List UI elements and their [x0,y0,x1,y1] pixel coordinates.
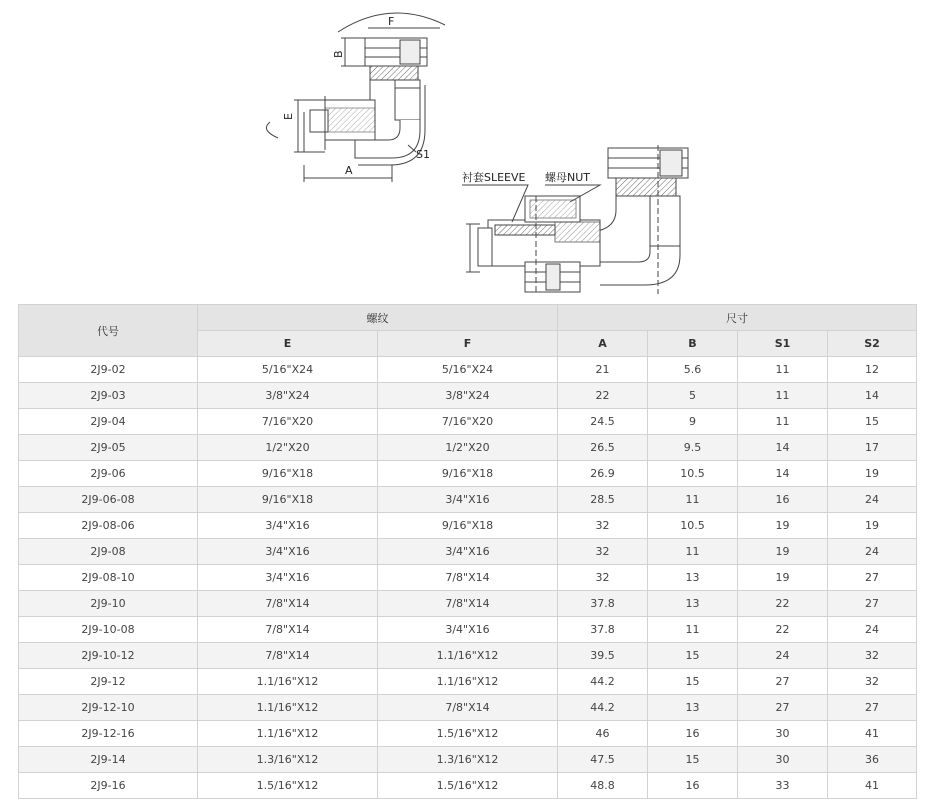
dim-s2-cell: 24 [828,617,917,643]
dim-s2-cell: 41 [828,773,917,799]
dim-s2-cell: 27 [828,695,917,721]
thread-e-cell: 1.5/16"X12 [198,773,378,799]
dim-a-cell: 32 [558,513,648,539]
thread-e-cell: 5/16"X24 [198,357,378,383]
code-cell: 2J9-05 [19,435,198,461]
table-row [19,383,917,409]
thread-f-cell: 1.5/16"X12 [378,721,558,747]
thread-e-cell: 9/16"X18 [198,487,378,513]
thread-e-cell: 1/2"X20 [198,435,378,461]
dim-label-f: F [388,15,395,28]
dim-a-cell: 48.8 [558,773,648,799]
dim-s1-cell: 22 [738,591,828,617]
code-cell: 2J9-12 [19,669,198,695]
thread-f-cell: 7/8"X14 [378,591,558,617]
dim-a-cell: 39.5 [558,643,648,669]
table-row [19,721,917,747]
dim-b-cell: 16 [648,773,738,799]
thread-f-cell: 3/4"X16 [378,539,558,565]
dim-s1-cell: 24 [738,643,828,669]
dim-label-a: A [345,164,353,177]
dim-s2-cell: 12 [828,357,917,383]
table-row [19,565,917,591]
dim-b-cell: 9 [648,409,738,435]
dim-a-cell: 44.2 [558,695,648,721]
table-row [19,643,917,669]
dim-a-cell: 26.9 [558,461,648,487]
dim-label-b: B [332,50,345,58]
thread-e-cell: 9/16"X18 [198,461,378,487]
thread-f-cell: 7/16"X20 [378,409,558,435]
thread-e-cell: 3/4"X16 [198,565,378,591]
dim-s2-cell: 27 [828,591,917,617]
thread-f-cell: 1.1/16"X12 [378,643,558,669]
header-thread-group: 螺纹 [198,305,558,331]
table-row [19,357,917,383]
dim-b-cell: 15 [648,643,738,669]
code-cell: 2J9-04 [19,409,198,435]
dim-s1-cell: 11 [738,357,828,383]
dim-s2-cell: 41 [828,721,917,747]
dim-s1-cell: 11 [738,409,828,435]
code-cell: 2J9-08 [19,539,198,565]
code-cell: 2J9-03 [19,383,198,409]
dim-label-e: E [282,113,295,120]
dim-s1-cell: 19 [738,513,828,539]
dim-a-cell: 44.2 [558,669,648,695]
thread-f-cell: 1.5/16"X12 [378,773,558,799]
dim-b-cell: 9.5 [648,435,738,461]
dim-s1-cell: 22 [738,617,828,643]
dim-s2-cell: 36 [828,747,917,773]
dim-s1-cell: 16 [738,487,828,513]
code-cell: 2J9-10 [19,591,198,617]
dim-b-cell: 11 [648,487,738,513]
dim-b-cell: 13 [648,565,738,591]
dim-b-cell: 10.5 [648,513,738,539]
table-row [19,773,917,799]
thread-e-cell: 1.1/16"X12 [198,669,378,695]
table-row [19,747,917,773]
thread-e-cell: 7/8"X14 [198,643,378,669]
dim-s1-cell: 19 [738,565,828,591]
dim-s1-cell: 27 [738,669,828,695]
header-a: A [558,331,648,357]
code-cell: 2J9-02 [19,357,198,383]
thread-e-cell: 7/8"X14 [198,617,378,643]
thread-f-cell: 1.1/16"X12 [378,669,558,695]
dim-a-cell: 28.5 [558,487,648,513]
table-row [19,695,917,721]
code-cell: 2J9-10-12 [19,643,198,669]
table-row [19,669,917,695]
code-cell: 2J9-08-06 [19,513,198,539]
dim-b-cell: 15 [648,669,738,695]
dim-s1-cell: 19 [738,539,828,565]
dim-s1-cell: 11 [738,383,828,409]
dim-s2-cell: 14 [828,383,917,409]
table-row [19,591,917,617]
table-row [19,461,917,487]
dim-b-cell: 15 [648,747,738,773]
dim-s1-cell: 14 [738,435,828,461]
code-cell: 2J9-14 [19,747,198,773]
code-cell: 2J9-10-08 [19,617,198,643]
code-cell: 2J9-08-10 [19,565,198,591]
dim-b-cell: 5 [648,383,738,409]
dim-s1-cell: 33 [738,773,828,799]
specification-table [18,304,917,799]
dim-b-cell: 13 [648,695,738,721]
dim-b-cell: 10.5 [648,461,738,487]
thread-e-cell: 7/8"X14 [198,591,378,617]
dim-s2-cell: 19 [828,461,917,487]
thread-e-cell: 1.3/16"X12 [198,747,378,773]
dim-b-cell: 11 [648,617,738,643]
elbow-assembly-view [462,145,688,294]
table-row [19,513,917,539]
dim-s1-cell: 14 [738,461,828,487]
thread-f-cell: 3/4"X16 [378,487,558,513]
dim-a-cell: 26.5 [558,435,648,461]
thread-e-cell: 3/4"X16 [198,539,378,565]
dim-a-cell: 32 [558,539,648,565]
dim-a-cell: 22 [558,383,648,409]
thread-e-cell: 1.1/16"X12 [198,695,378,721]
dim-a-cell: 24.5 [558,409,648,435]
code-cell: 2J9-06-08 [19,487,198,513]
dim-s1-cell: 27 [738,695,828,721]
dim-s2-cell: 17 [828,435,917,461]
dim-s2-cell: 24 [828,487,917,513]
dim-a-cell: 21 [558,357,648,383]
table-row [19,539,917,565]
table-header [19,305,917,357]
thread-f-cell: 9/16"X18 [378,461,558,487]
header-code: 代号 [19,305,198,357]
thread-f-cell: 3/4"X16 [378,617,558,643]
dim-s2-cell: 19 [828,513,917,539]
thread-e-cell: 1.1/16"X12 [198,721,378,747]
code-cell: 2J9-12-16 [19,721,198,747]
dim-label-s1: S1 [416,148,430,161]
table-row [19,487,917,513]
dim-a-cell: 37.8 [558,617,648,643]
dim-s2-cell: 27 [828,565,917,591]
thread-f-cell: 1.3/16"X12 [378,747,558,773]
dim-a-cell: 46 [558,721,648,747]
dim-s2-cell: 15 [828,409,917,435]
dim-b-cell: 13 [648,591,738,617]
dim-a-cell: 37.8 [558,591,648,617]
dim-s1-cell: 30 [738,747,828,773]
thread-e-cell: 3/8"X24 [198,383,378,409]
header-s2: S2 [828,331,917,357]
header-dimensions-group: 尺寸 [558,305,917,331]
dim-a-cell: 32 [558,565,648,591]
table-row [19,435,917,461]
code-cell: 2J9-12-10 [19,695,198,721]
fitting-technical-drawing [240,0,710,298]
thread-e-cell: 3/4"X16 [198,513,378,539]
thread-e-cell: 7/16"X20 [198,409,378,435]
dim-s2-cell: 24 [828,539,917,565]
table-row [19,409,917,435]
code-cell: 2J9-06 [19,461,198,487]
thread-f-cell: 1/2"X20 [378,435,558,461]
dim-s2-cell: 32 [828,669,917,695]
dim-b-cell: 16 [648,721,738,747]
thread-f-cell: 7/8"X14 [378,695,558,721]
dim-b-cell: 11 [648,539,738,565]
table-body [19,357,917,799]
dim-s2-cell: 32 [828,643,917,669]
thread-f-cell: 9/16"X18 [378,513,558,539]
thread-f-cell: 5/16"X24 [378,357,558,383]
nut-label: 螺母NUT [545,171,590,184]
dim-b-cell: 5.6 [648,357,738,383]
thread-f-cell: 7/8"X14 [378,565,558,591]
dim-s1-cell: 30 [738,721,828,747]
sleeve-label: 衬套SLEEVE [462,171,526,184]
thread-f-cell: 3/8"X24 [378,383,558,409]
header-e: E [198,331,378,357]
header-b: B [648,331,738,357]
elbow-fitting-svg [240,0,710,298]
code-cell: 2J9-16 [19,773,198,799]
dim-a-cell: 47.5 [558,747,648,773]
header-f: F [378,331,558,357]
table-row [19,617,917,643]
header-s1: S1 [738,331,828,357]
